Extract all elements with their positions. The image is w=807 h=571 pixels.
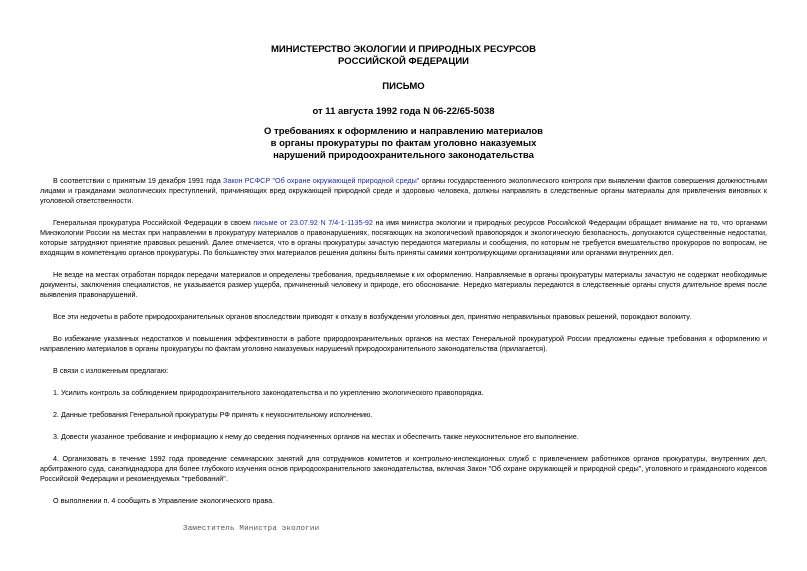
letter-link[interactable]: письме от 23.07.92 N 7/4-1-1135-92	[253, 218, 373, 227]
signature-line: Заместитель Министра экологии	[183, 525, 320, 533]
title-line-2: в органы прокуратуры по фактам уголовно наказуемых	[270, 138, 537, 149]
title-line-3: нарушений природоохранительного законодательства	[273, 150, 534, 161]
paragraph-closing: О выполнении п. 4 сообщить в Управление экологического права.	[53, 496, 275, 505]
paragraph-2: Генеральная прокуратура Российской Федерации в своем письме от 23.07.92 N 7/4-1-1135-92 на имя министра экологии и природных ресурсов Российской Федерации обращает внимание на то, что органами Минэкологии России на местах при направлении в прокуратуру материалов о правонарушениях, посягающих на экологический правопорядок и экологическую безопасность, допускаются существенные недостатки, которые затрудняют принятие правовых решений. Далее отмечается, что в органы прокуратуры зачастую передаются материалы и сообщения, по которым не требуется вмешательство прокуроров по вопросам, не входящим в компетенцию органов прокуратуры. По большинству этих материалов решения должны быть приняты самими контролирующими организациями или органами внутренних дел.	[40, 218, 768, 257]
paragraph-4: Все эти недочеты в работе природоохранительных органов впоследствии приводят к отказу в возбуждении уголовных дел, принятию неправильных правовых решений, порождают волокиту.	[53, 312, 692, 321]
list-item-2: 2. Данные требования Генеральной прокуратуры РФ принять к неукоснительному исполнению.	[53, 410, 373, 419]
paragraph-3: Не везде на местах отработан порядок передачи материалов и определены требования, предъявляемые к их оформлению. Направляемые в органы прокуратуры материалы зачастую не содержат необходимые документы, заключения специалистов, не указывается размер ущерба, причиненный человеку и природе, его обоснование. Нередко материалы передаются в следственные органы спустя длительное время после выявления правонарушений.	[40, 270, 767, 299]
paragraph-5: Во избежание указанных недостатков и повышения эффективности в работе природоохранительных органов на местах Генеральной прокуратурой России предложены единые требования к оформлению и направлению материалов в органы прокуратуры по фактам уголовно наказуемых нарушений природоохранительного законодательства (прилагается).	[40, 334, 767, 353]
list-item-1: 1. Усилить контроль за соблюдением природоохранительного законодательства и по укреплению экологического правопорядка.	[53, 388, 484, 397]
paragraph-1: В соответствии с принятым 19 декабря 1991 года Закон РСФСР "Об охране окружающей природной среды" органы государственного экологического контроля при выявлении фактов совершения должностными лицами и гражданами экологических преступлений, причиняющих вред окружающей природной среде и здоровью человека, должны направлять в следственные органы материалы для привлечения виновных к уголовной ответственности.	[40, 176, 767, 205]
paragraph-6: В связи с изложенным предлагаю:	[53, 366, 169, 375]
title-line-1: О требованиях к оформлению и направлению материалов	[264, 126, 543, 137]
document-header	[0, 44, 807, 118]
ministry-name-line-2: РОССИЙСКОЙ ФЕДЕРАЦИИ	[337, 56, 469, 67]
ministry-name-line-1: МИНИСТЕРСТВО ЭКОЛОГИИ И ПРИРОДНЫХ РЕСУРСОВ	[271, 44, 536, 55]
document-date-number: от 11 августа 1992 года N 06-22/65-5038	[312, 106, 495, 117]
document-type: ПИСЬМО	[382, 81, 425, 92]
list-item-3: 3. Довести указанное требование и информацию к нему до сведения подчиненных органов на местах и обеспечить также неукоснительное его выполнение.	[53, 432, 579, 441]
document-title	[0, 126, 807, 162]
document-body	[40, 176, 767, 518]
law-link[interactable]: Закон РСФСР "Об охране окружающей природной среды"	[222, 176, 420, 185]
list-item-4: 4. Организовать в течение 1992 года проведение семинарских занятий для сотрудников комитетов и контрольно-инспекционных служб с привлечением работников органов прокуратуры, внутренних дел, арбитражного суда, санэпиднадзора для более глубокого изучения основ природоохранительного законодательства, включая Закон "Об охране окружающей и природной среды", уголовного и гражданского кодексов Российской Федерации и рекомендуемых "требований".	[40, 454, 767, 483]
